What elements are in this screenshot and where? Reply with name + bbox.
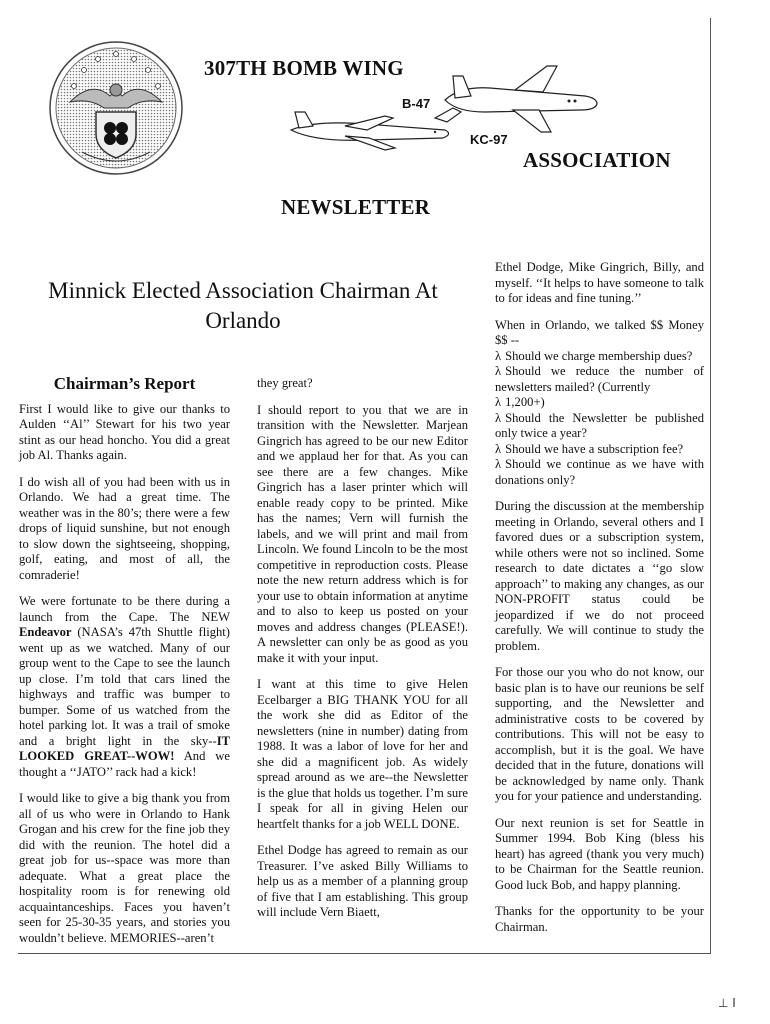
footer-marks: ⊥ I <box>718 996 736 1010</box>
list-item-text: Should we have a subscription fee? <box>505 441 684 456</box>
list-item <box>495 364 704 395</box>
column-2-paragraph-4: Ethel Dodge has agreed to remain as our Treasurer. I’ve asked Billy Williams to help us as a member of a planning group of five that I am establishing. This group will include Vern Biaett, <box>257 843 468 919</box>
bullet-mark: λ <box>495 410 502 425</box>
column-2-paragraph-1: they great? <box>257 376 313 390</box>
bullet-mark: λ <box>495 441 502 456</box>
list-item <box>495 349 704 365</box>
right-border-rule <box>710 18 711 954</box>
list-item <box>495 457 704 488</box>
text-run: And we thought a ‘‘JATO’’ rack had a kick! <box>19 749 230 779</box>
list-item <box>495 395 704 411</box>
dues-question-list <box>495 349 704 489</box>
list-item-text: Should we reduce the number of newsletters mailed? (Currently <box>495 364 704 394</box>
list-item-text: Should we continue as we have with donations only? <box>495 457 704 487</box>
column-1-paragraph-3 <box>19 594 230 780</box>
bullet-mark: λ <box>495 348 502 363</box>
list-item-text: Should we charge membership dues? <box>505 348 693 363</box>
column-3-paragraph-6: Thanks for the opportunity to be your Chairman. <box>495 904 704 934</box>
masthead-title-right: ASSOCIATION <box>523 148 671 172</box>
column-3 <box>495 260 704 935</box>
column-2-paragraph-2: I should report to you that we are in transition with the Newsletter. Marjean Gingrich has agreed to be our new Editor and we applaud her for that. As you can see there are a few changes. Mike Gingrich has a laser printer which will enable ready copy to be printed. Mike has the names; Vern will furnish the labels, and we will print and mail from Lincoln. We found Lincoln to be the most competitive in reproduction costs. Please note the new return address which is for your use to obtain information at anytime and to also to keep us posted on your moves and address changes (PLEASE!). A newsletter can only be as good as you make it with your input. <box>257 402 468 665</box>
column-3-paragraph-4: For those our you who do not know, our basic plan is to have our reunions be self supporting, and the Newsletter and administrative costs to be covered by contributions. This will not be easy to accomplish, but it is the goal. We have decided that in the future, donations will be acknowledged by name only. Thank you for your patience and understanding. <box>495 665 704 803</box>
headline-line-2: Orlando <box>205 308 281 333</box>
column-3-paragraph-5: Our next reunion is set for Seattle in Summer 1994. Bob King (bless his heart) has agreed (thank you very much) to be Chairman for the Seattle reunion. Good luck Bob, and happy planning. <box>495 815 704 892</box>
column-1-paragraph-1: First I would like to give our thanks to Aulden ‘‘Al’’ Stewart for his two year stint as our head honcho. You did a great job Al. Thanks again. <box>19 401 230 462</box>
headline <box>18 276 468 336</box>
column-1 <box>19 376 230 946</box>
text-run: (NASA’s 47th Shuttle flight) went up as we watched. Many of our group went to the Cape to see the launch up close. I’m told that cars lined the highways and traffic was bumper to bumper. Some of us watched from the hotel parking lot. It was a trail of smoke and a bright light in the sky-- <box>19 625 230 748</box>
headline-line-1: Minnick Elected Association Chairman At <box>48 278 438 303</box>
list-item-text: 1,200+) <box>505 395 545 409</box>
bullet-mark: λ <box>495 457 502 471</box>
list-item <box>495 411 704 442</box>
column-2-paragraph-3: I want at this time to give Helen Ecelbarger a BIG THANK YOU for all the work she did as Editor of the newsletters (nine in number) dating from 1988. It was a labor of love for her and she did a magnificent job. As widely spread around as we are--the Newsletter is the glue that holds us together. I’m sure I speak for all in giving Helen our heartfelt thanks for a job WELL DONE. <box>257 677 468 831</box>
column-1-paragraph-4: I would like to give a big thank you from all of us who were in Orlando to Hank Grogan and his crew for the fine job they did with the reunion. The hotel did a great job for us--space was more than adequate. What a great place the hospitality room is for renewing old acquaintanceships. Faces you haven’t seen for 25-30-35 years, and stories you wouldn’t believe. MEMORIES--aren’t <box>19 791 230 945</box>
chairmans-report-heading: Chairman’s Report <box>53 374 196 393</box>
column-3-paragraph-2: When in Orlando, we talked $$ Money $$ -- <box>495 317 704 347</box>
list-item-text: Should the Newsletter be published only twice a year? <box>495 410 704 440</box>
bullet-mark: λ <box>495 395 502 409</box>
masthead-title-top: 307TH BOMB WING <box>204 56 404 80</box>
column-3-paragraph-3: During the discussion at the membership meeting in Orlando, several others and I favored dues or a subscription system, while others were not so inclined. Some research to date dictates a ‘‘go slow approach’’ to making any changes, as our NON-PROFIT status could be jeopardized if we do not proceed carefully. We will continue to study the problem. <box>495 499 704 653</box>
masthead-title-bottom: NEWSLETTER <box>281 195 431 219</box>
column-1-paragraph-2: I do wish all of you had been with us in Orlando. We had a great time. The weather was in the 80’s; there were a few drops of liquid sunshine, but not enough to slow down the sightseeing, shopping, golf, eating, and most of all, the comraderie! <box>19 474 230 582</box>
text-run: We were fortunate to be there during a launch from the Cape. The NEW <box>19 594 230 624</box>
list-item <box>495 442 704 458</box>
column-3-paragraph-1: Ethel Dodge, Mike Gingrich, Billy, and myself. ‘‘It helps to have someone to talk to for ideas and fine tuning.’’ <box>495 260 704 305</box>
bullet-mark: λ <box>495 364 502 378</box>
bottom-border-rule <box>18 953 710 954</box>
looked-great-bold-text: IT LOOKED GREAT--WOW! <box>19 733 230 763</box>
kc97-label: KC-97 <box>470 132 508 147</box>
air-force-seal-emblem <box>48 40 184 176</box>
b47-label: B-47 <box>402 96 431 111</box>
column-2 <box>257 376 468 921</box>
endeavor-bold-text: Endeavor <box>19 625 72 639</box>
